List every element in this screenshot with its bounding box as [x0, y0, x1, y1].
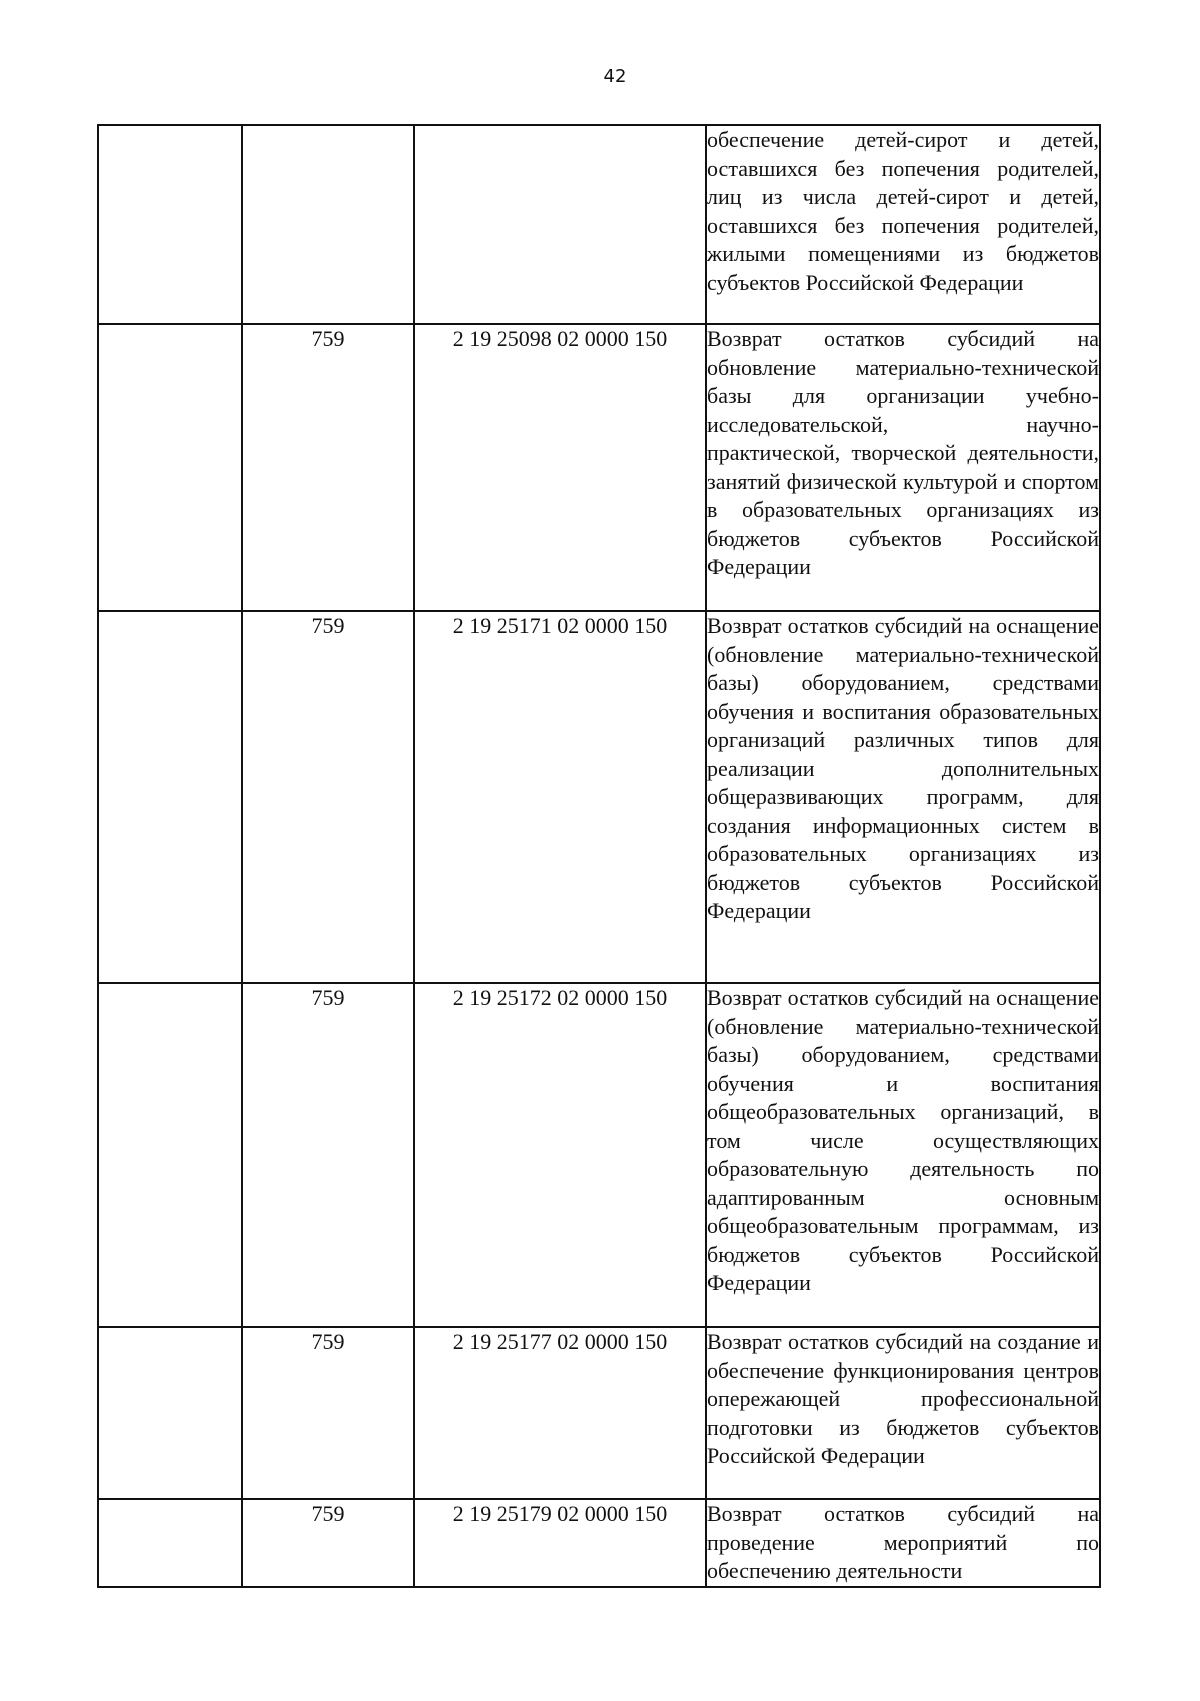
- admin-code-cell: 759: [242, 324, 414, 611]
- table-row: [98, 324, 1100, 611]
- kbk-code-cell: 2 19 25098 02 0000 150: [414, 324, 706, 611]
- table-row: [98, 125, 1100, 324]
- empty-cell: [98, 324, 242, 611]
- kbk-code-cell: 2 19 25172 02 0000 150: [414, 983, 706, 1327]
- empty-cell: [98, 125, 242, 324]
- empty-cell: [98, 1499, 242, 1587]
- name-cell: Возврат остатков субсидий на проведение мероприятий по обеспечению деятельности: [706, 1499, 1100, 1587]
- kbk-code-cell: [414, 125, 706, 324]
- admin-code-cell: 759: [242, 1327, 414, 1499]
- name-cell: Возврат остатков субсидий на создание и обеспечение функционирования центров опережающей профессиональной подготовки из бюджетов субъектов Российской Федерации: [706, 1327, 1100, 1499]
- admin-code-cell: 759: [242, 983, 414, 1327]
- empty-cell: [98, 983, 242, 1327]
- kbk-code-cell: 2 19 25177 02 0000 150: [414, 1327, 706, 1499]
- table-row: [98, 1499, 1100, 1587]
- kbk-code-cell: 2 19 25179 02 0000 150: [414, 1499, 706, 1587]
- admin-code-cell: 759: [242, 611, 414, 983]
- admin-code-cell: 759: [242, 1499, 414, 1587]
- admin-code-cell: [242, 125, 414, 324]
- empty-cell: [98, 1327, 242, 1499]
- name-cell: Возврат остатков субсидий на оснащение (обновление материально-технической базы) оборудованием, средствами обучения и воспитания общеобразовательных организаций, в том числе осуществляющих образовательную деятельность по адаптированным основным общеобразовательным программам, из бюджетов субъектов Российской Федерации: [706, 983, 1100, 1327]
- kbk-code-cell: 2 19 25171 02 0000 150: [414, 611, 706, 983]
- name-cell: Возврат остатков субсидий на обновление материально-технической базы для организации учебно-исследовательской, научно-практической, творческой деятельности, занятий физической культурой и спортом в образовательных организациях из бюджетов субъектов Российской Федерации: [706, 324, 1100, 611]
- page-number: 42: [603, 66, 627, 87]
- empty-cell: [98, 611, 242, 983]
- name-cell: обеспечение детей-сирот и детей, оставшихся без попечения родителей, лиц из числа детей-сирот и детей, оставшихся без попечения родителей, жилыми помещениями из бюджетов субъектов Российской Федерации: [706, 125, 1100, 324]
- table-row: [98, 611, 1100, 983]
- table-row: [98, 1327, 1100, 1499]
- table-row: [98, 983, 1100, 1327]
- name-cell: Возврат остатков субсидий на оснащение (обновление материально-технической базы) оборудованием, средствами обучения и воспитания образовательных организаций различных типов для реализации дополнительных общеразвивающих программ, для создания информационных систем в образовательных организациях из бюджетов субъектов Российской Федерации: [706, 611, 1100, 983]
- budget-codes-table: [97, 124, 1101, 1588]
